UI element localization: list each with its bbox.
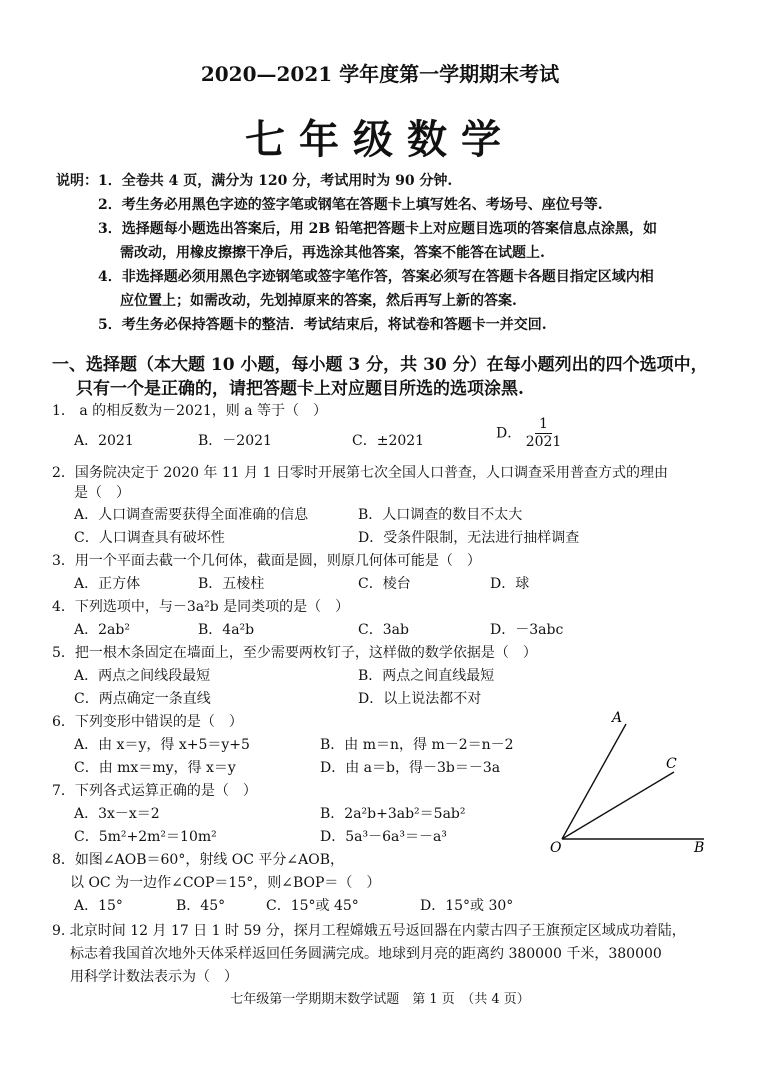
question-3-stem: 3．用一个平面去截一个几何体，截面是圆，则原几何体可能是（ ） [52,553,481,569]
label-o: O [550,840,562,856]
q6-option-b: B．由 m＝n，得 m－2＝n－2 [320,737,514,753]
fraction-denominator: 2021 [525,434,562,450]
q5-option-b: B．两点之间直线最短 [358,668,495,684]
instruction-4-cont: 应位置上；如需改动，先划掉原来的答案，然后再写上新的答案. [120,293,517,309]
question-7-stem: 7．下列各式运算正确的是（ ） [52,783,257,799]
instruction-1: 1．全卷共 4 页，满分为 120 分，考试用时为 90 分钟. [98,173,453,189]
instruction-2: 2．考生务必用黑色字迹的签字笔或钢笔在答题卡上填写姓名、考场号、座位号等. [98,197,603,213]
question-2-stem-cont: 是（ ） [74,485,130,501]
q3-option-c: C．棱台 [358,576,411,592]
q6-option-a: A．由 x＝y，得 x+5＝y+5 [74,737,250,753]
q3-option-b: B．五棱柱 [198,576,265,592]
q2-option-a: A．人口调查需要获得全面准确的信息 [74,507,309,523]
q4-option-c: C．3ab [358,622,409,638]
q1-option-c: C．±2021 [352,433,425,449]
q3-option-d: D．球 [490,576,530,592]
q1-option-a: A．2021 [74,433,134,449]
instruction-5: 5．考生务必保持答题卡的整洁．考试结束后，将试卷和答题卡一并交回. [98,317,547,333]
question-5-stem: 5．把一根木条固定在墙面上，至少需要两枚钉子，这样做的数学依据是（ ） [52,645,537,661]
q4-option-a: A．2ab² [74,622,130,638]
question-8-stem: 8．如图∠AOB＝60°，射线 OC 平分∠AOB， [52,852,345,868]
q6-option-c: C．由 mx＝my，得 x＝y [74,760,236,776]
q1-option-b: B．－2021 [198,433,272,449]
question-9-stem-cont2: 用科学计数法表示为（ ） [70,969,238,985]
q8-option-d: D．15°或 30° [420,898,514,914]
ray-oa [562,724,626,839]
q8-option-a: A．15° [74,898,123,914]
question-9-stem: 9. 北京时间 12 月 17 日 1 时 59 分，探月工程嫦娥五号返回器在内蒙古四子王旗预定区域成功着陆， [52,923,686,939]
q7-option-b: B．2a²b+3ab²＝5ab² [320,806,466,822]
q7-option-c: C．5m²+2m²＝10m² [74,829,217,845]
instruction-3: 3．选择题每小题选出答案后，用 2B 铅笔把答题卡上对应题目选项的答案信息点涂黑，如 [98,221,658,237]
fraction-numerator: 1 [535,416,552,434]
q1-option-d-label: D． [496,425,522,442]
q3-option-a: A．正方体 [74,576,141,592]
q2-option-b: B．人口调查的数目不太大 [358,507,523,523]
instruction-3-cont: 需改动，用橡皮擦擦干净后，再选涂其他答案，答案不能答在试题上. [120,245,545,261]
section-heading-line2: 只有一个是正确的，请把答题卡上对应题目所选的选项涂黑. [76,379,524,399]
q5-option-a: A．两点之间线段最短 [74,668,211,684]
section-heading-line1: 一、选择题（本大题 10 小题，每小题 3 分，共 30 分）在每小题列出的四个选项中， [52,355,708,375]
q8-option-b: B．45° [176,898,226,914]
q6-option-d: D．由 a＝b，得－3b＝－3a [320,760,501,776]
label-c: C [666,756,677,772]
question-6-stem: 6．下列变形中错误的是（ ） [52,714,243,730]
question-4-stem: 4．下列选项中，与－3a²b 是同类项的是（ ） [52,599,350,615]
question-8-stem-cont: 以 OC 为一边作∠COP＝15°，则∠BOP＝（ ） [70,875,381,891]
label-b: B [694,840,705,856]
instruction-4: 4．非选择题必须用黑色字迹钢笔或签字笔作答，答案必须写在答题卡各题目指定区域内相 [98,269,654,285]
question-2-stem: 2．国务院决定于 2020 年 11 月 1 日零时开展第七次全国人口普查，人口调查采用普查方式的理由 [52,465,668,481]
label-a: A [612,710,623,726]
q1-option-d [496,416,561,451]
question-1-stem: 1． a 的相反数为－2021，则 a 等于（ ） [52,403,328,419]
q4-option-b: B．4a²b [198,622,255,638]
exam-title: 2020—2021 学年度第一学期期末考试 [200,62,560,86]
ray-oc [562,772,674,839]
q7-option-a: A．3x－x＝2 [74,806,160,822]
q7-option-d: D．5a³－6a³＝－a³ [320,829,447,845]
instructions-label: 说明： [56,173,98,189]
q5-option-d: D．以上说法都不对 [358,691,482,707]
subject-title: 七年级数学 [245,116,515,163]
page-footer: 七年级第一学期期末数学试题 第 1 页 （共 4 页） [230,992,530,1007]
q4-option-d: D．－3abc [490,622,564,638]
q2-option-c: C．人口调查具有破坏性 [74,530,225,546]
q5-option-c: C．两点确定一条直线 [74,691,211,707]
angle-figure [540,706,720,856]
q8-option-c: C．15°或 45° [266,898,359,914]
q1-option-d-fraction [526,416,562,451]
q2-option-d: D．受条件限制，无法进行抽样调查 [358,530,580,546]
question-9-stem-cont1: 标志着我国首次地外天体采样返回任务圆满完成。地球到月亮的距离约 380000 千米，380000 [70,946,662,962]
